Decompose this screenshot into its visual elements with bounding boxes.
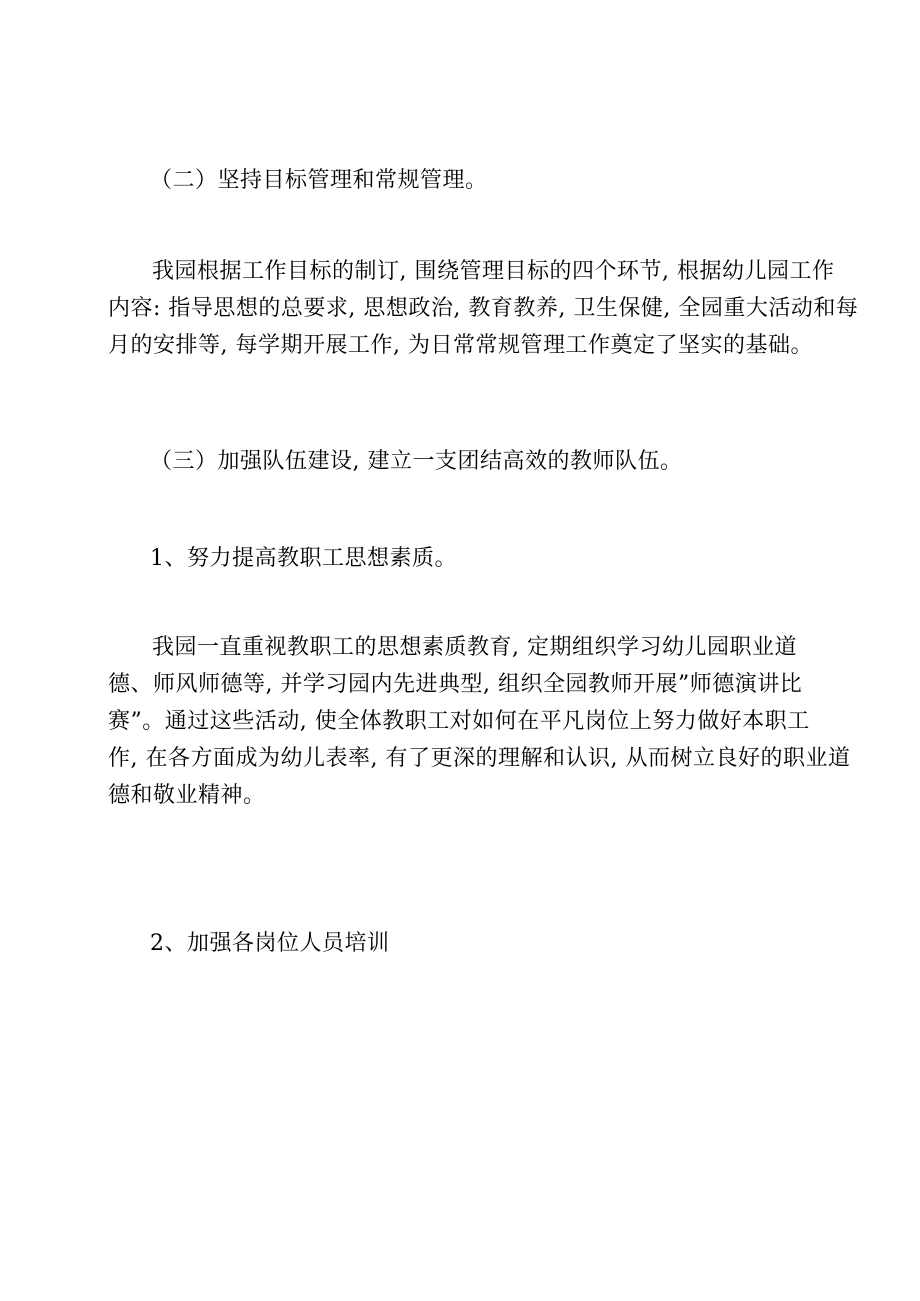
list-item-1: 1、努力提高教职工思想素质。 [150, 546, 457, 571]
paragraph-1-line-1: 我园根据工作目标的制订, 围绕管理目标的四个环节, 根据幼儿园工作 [152, 259, 835, 284]
paragraph-2-line-2: 德、师风师德等, 并学习园内先进典型, 组织全园教师开展”师德演讲比 [108, 672, 803, 697]
paragraph-1-line-3: 月的安排等, 每学期开展工作, 为日常常规管理工作奠定了坚实的基础。 [108, 333, 813, 358]
paragraph-2-line-4: 作, 在各方面成为幼儿表率, 有了更深的理解和认识, 从而树立良好的职业道 [108, 746, 851, 771]
section-heading-3: （三）加强队伍建设, 建立一支团结高效的教师队伍。 [150, 449, 683, 474]
paragraph-2-line-1: 我园一直重视教职工的思想素质教育, 定期组织学习幼儿园职业道 [152, 635, 797, 660]
list-item-2: 2、加强各岗位人员培训 [150, 931, 390, 956]
paragraph-1-line-2: 内容: 指导思想的总要求, 思想政治, 教育教养, 卫生保健, 全园重大活动和每 [108, 296, 859, 321]
paragraph-2-line-3: 赛”。通过这些活动, 使全体教职工对如何在平凡岗位上努力做好本职工 [108, 709, 810, 734]
paragraph-2-line-5: 德和敬业精神。 [108, 783, 266, 808]
section-heading-2: （二）坚持目标管理和常规管理。 [150, 168, 488, 193]
